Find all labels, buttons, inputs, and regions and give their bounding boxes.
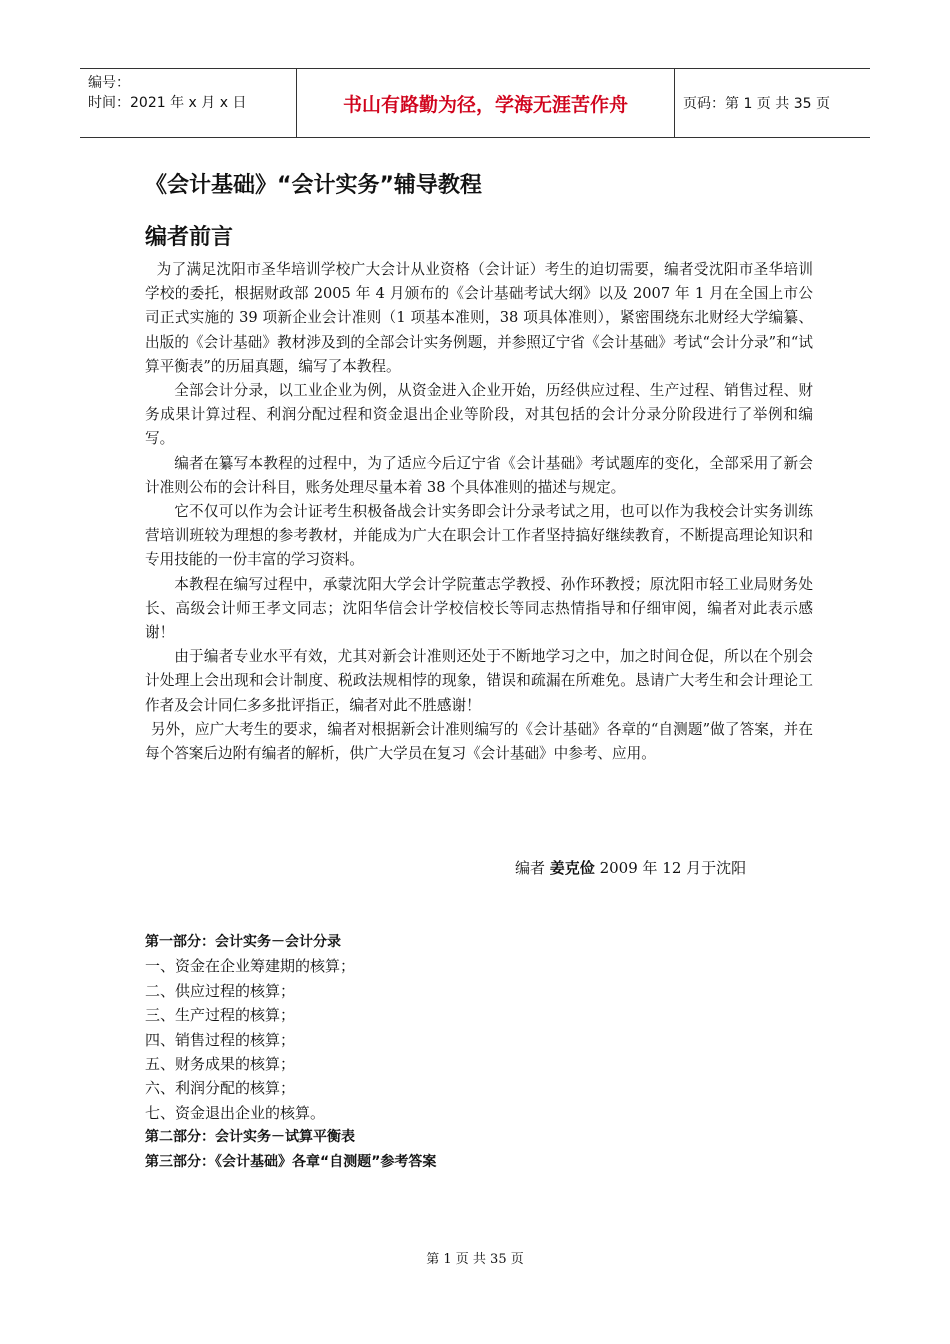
toc-item: 四、销售过程的核算； xyxy=(145,1030,296,1049)
paragraph: 由于编者专业水平有效，尤其对新会计准则还处于不断地学习之中，加之时间仓促，所以在个别会计处理上会出现和会计制度、税政法规相悖的现象，错误和疏漏在所难免。恳请广大考生和会计理论工作者及会计同仁多多批评指正，编者对此不胜感谢！ xyxy=(145,648,813,714)
toc-part-3: 第三部分：《会计基础》各章“自测题”参考答案 xyxy=(145,1153,437,1170)
toc-item: 一、资金在企业筹建期的核算； xyxy=(145,957,356,976)
document-header xyxy=(80,68,870,138)
paragraph: 编者在纂写本教程的过程中，为了适应今后辽宁省《会计基础》考试题库的变化，全部采用了新会计准则公布的会计科目，账务处理尽量本着 38 个具体准则的描述与规定。 xyxy=(145,454,813,496)
paragraph: 全部会计分录，以工业企业为例，从资金进入企业开始，历经供应过程、生产过程、销售过程、财务成果计算过程、利润分配过程和资金退出企业等阶段，对其包括的会计分录分阶段进行了举例和编写。 xyxy=(145,382,813,448)
signature-date: 2009 年 12 月于沈阳 xyxy=(599,859,747,877)
table-of-contents xyxy=(145,930,436,1174)
paragraph: 另外，应广大考生的要求，编者对根据新会计准则编写的《会计基础》各章的“自测题”做了答案，并在每个答案后边附有编者的解析，供广大学员在复习《会计基础》中参考、应用。 xyxy=(145,720,813,763)
paragraph: 它不仅可以作为会计证考生积极备战会计实务即会计分录考试之用，也可以作为我校会计实务训练营培训班较为理想的参考教材，并能成为广大在职会计工作者坚持搞好继续教育，不断提高理论知识和专用技能的一份丰富的学习资料。 xyxy=(145,503,813,569)
number-label: 编号： xyxy=(88,75,130,91)
toc-item: 二、供应过程的核算； xyxy=(145,981,296,1000)
toc-part-2: 第二部分：会计实务－试算平衡表 xyxy=(145,1129,355,1146)
page-footer: 第 1 页 共 35 页 xyxy=(426,1252,524,1267)
header-meta xyxy=(80,69,297,137)
toc-part-1: 第一部分：会计实务－会计分录 xyxy=(145,934,341,950)
toc-item: 五、财务成果的核算； xyxy=(145,1055,296,1074)
paragraph: 为了满足沈阳市圣华培训学校广大会计从业资格（会计证）考生的迫切需要，编者受沈阳市圣华培训学校的委托，根据财政部 2005 年 4 月颁布的《会计基础考试大纲》以及 2007 年 1 月在全国上市公司正式实施的 39 项新企业会计准则（1 项基本准则，38 项具体准则），紧密围绕东北财经大学编纂、出版的《会计基础》教材涉及到的全部会计实务例题，并参照辽宁省《会计基础》考试“会计分录”和“试算平衡表”的历届真题，编写了本教程。 xyxy=(145,261,813,375)
toc-item: 七、资金退出企业的核算。 xyxy=(145,1103,326,1122)
header-page-info: 页码：第 1 页 共 35 页 xyxy=(683,96,830,112)
preface-body xyxy=(145,258,813,766)
document-title: 《会计基础》“会计实务”辅导教程 xyxy=(145,173,482,198)
header-motto: 书山有路勤为径，学海无涯苦作舟 xyxy=(297,69,675,137)
signature-prefix: 编者 xyxy=(515,859,546,877)
signature xyxy=(515,857,746,878)
section-heading: 编者前言 xyxy=(145,225,234,250)
author-name: 姜克俭 xyxy=(549,859,595,877)
toc-item: 六、利润分配的核算； xyxy=(145,1079,296,1098)
paragraph: 本教程在编写过程中，承蒙沈阳大学会计学院董志学教授、孙作环教授；原沈阳市轻工业局财务处长、高级会计师王孝文同志；沈阳华信会计学校信校长等同志热情指导和仔细审阅，编者对此表示感谢！ xyxy=(145,575,813,642)
date-label: 时间：2021 年 x 月 x 日 xyxy=(88,95,247,111)
toc-item: 三、生产过程的核算； xyxy=(145,1006,296,1025)
